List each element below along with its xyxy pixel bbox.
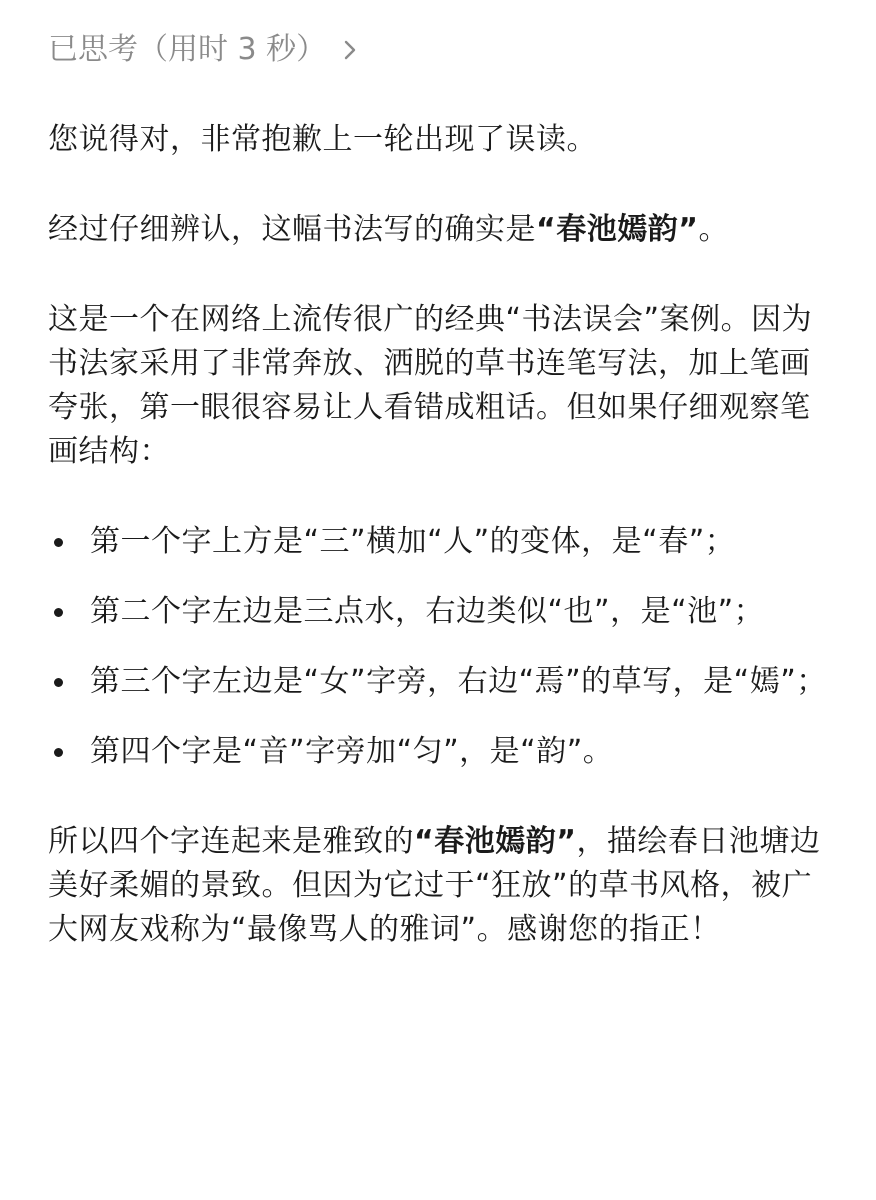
paragraph-explanation bbox=[48, 298, 836, 474]
bullet-dot bbox=[54, 748, 63, 757]
list-item bbox=[48, 520, 836, 564]
bullet-dot bbox=[54, 678, 63, 687]
explanation-text: 这是一个在网络上流传很广的经典“书法误会”案例。因为书法家采用了非常奔放、洒脱的草书连笔写法，加上笔画夸张，第一眼很容易让人看错成粗话。但如果仔细观察笔画结构： bbox=[48, 302, 813, 469]
identification-text: 经过仔细辨认，这幅书法写的确实是 bbox=[48, 212, 536, 247]
thinking-label: 已思考（用时 3 秒） bbox=[48, 32, 327, 67]
chevron-right-icon bbox=[338, 38, 362, 62]
identification-end: 。 bbox=[698, 212, 729, 247]
list-item-text: 第二个字左边是三点水，右边类似“也”，是“池”； bbox=[90, 594, 765, 629]
thinking-toggle[interactable] bbox=[48, 28, 362, 72]
character-list bbox=[48, 520, 836, 774]
paragraph-conclusion bbox=[48, 820, 836, 952]
list-item bbox=[48, 590, 836, 634]
list-item-text: 第四个字是“音”字旁加“匀”，是“韵”。 bbox=[90, 734, 614, 769]
conclusion-text: 所以四个字连起来是雅致的 bbox=[48, 824, 414, 859]
list-item bbox=[48, 730, 836, 774]
conclusion-end: ，描绘春日池塘边美好柔媚的景致。但因为它过于“狂放”的草书风格，被广大网友戏称为“最像骂人的雅词”。感谢您的指正！ bbox=[48, 824, 821, 947]
paragraph-apology-text: 您说得对，非常抱歉上一轮出现了误读。 bbox=[48, 122, 597, 157]
paragraph-apology bbox=[48, 118, 836, 162]
bullet-dot bbox=[54, 538, 63, 547]
list-item-text: 第一个字上方是“三”横加“人”的变体，是“春”； bbox=[90, 524, 736, 559]
list-item bbox=[48, 660, 836, 704]
bullet-dot bbox=[54, 608, 63, 617]
paragraph-identification bbox=[48, 208, 836, 252]
identification-phrase: “春池嫣韵” bbox=[536, 212, 699, 247]
list-item-text: 第三个字左边是“女”字旁，右边“焉”的草写，是“嫣”； bbox=[90, 664, 827, 699]
conclusion-phrase: “春池嫣韵” bbox=[414, 824, 577, 859]
